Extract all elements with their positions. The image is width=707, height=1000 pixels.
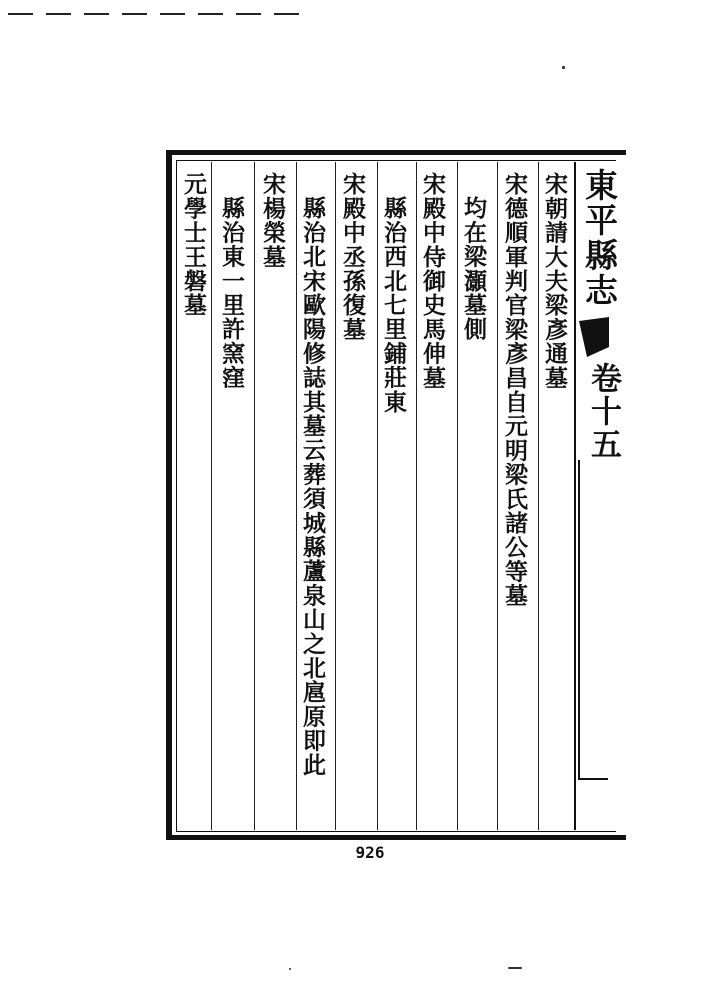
entry-column: 宋朝請大夫梁彥通墓	[541, 172, 568, 390]
fishtail-mark-icon	[579, 317, 609, 357]
entry-column: 宋殿中丞孫復墓	[339, 172, 366, 342]
column-rule	[416, 162, 417, 830]
column-rule	[497, 162, 498, 830]
scan-speck	[508, 967, 522, 969]
entry-column: 縣治西北七里鋪莊東	[380, 196, 407, 414]
scan-speck	[289, 968, 291, 970]
entry-column: 均在梁灝墓側	[460, 196, 487, 342]
column-rule	[538, 162, 539, 830]
column-rule	[457, 162, 458, 830]
entry-column: 宋楊榮墓	[259, 172, 286, 269]
volume-label: 卷十五	[585, 362, 621, 461]
page-number: 926	[355, 843, 385, 862]
entry-column: 縣治北宋歐陽修誌其墓云葬須城縣蘆泉山之北扈原即此	[299, 196, 326, 777]
spine-box	[578, 460, 608, 780]
column-rule	[211, 162, 212, 830]
column-rule	[254, 162, 255, 830]
scan-speck	[562, 66, 565, 69]
column-rule	[377, 162, 378, 830]
entry-column: 宋德順軍判官梁彥昌自元明梁氏諸公等墓	[501, 172, 528, 608]
book-title: 東平縣志	[580, 168, 619, 308]
column-rule	[574, 162, 576, 830]
entry-column: 縣治東一里許窯窪	[218, 196, 245, 390]
entry-column: 元學士王磐墓	[180, 172, 207, 318]
column-rule	[335, 162, 336, 830]
entry-column: 宋殿中侍御史馬伸墓	[419, 172, 446, 390]
column-rule	[296, 162, 297, 830]
